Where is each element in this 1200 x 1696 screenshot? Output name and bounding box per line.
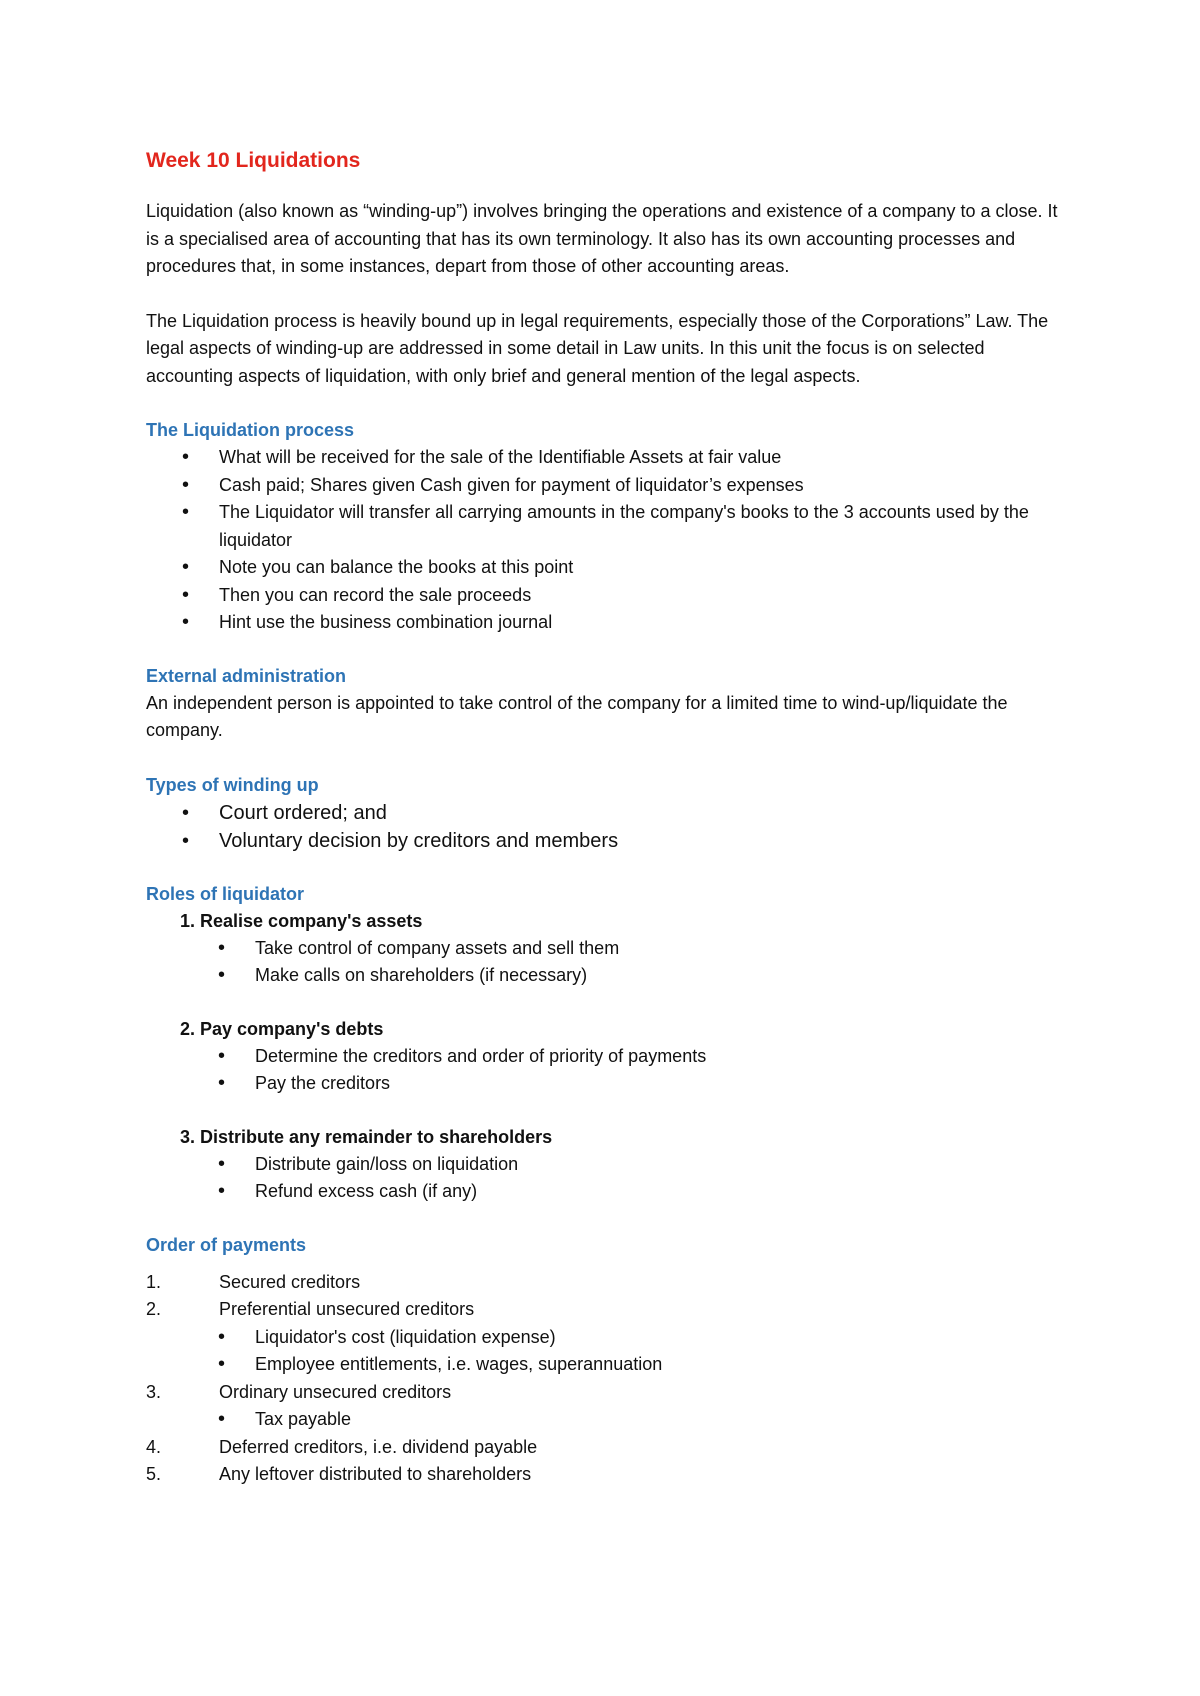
list-item: • Liquidator's cost (liquidation expense) (146, 1324, 1066, 1352)
document-page (146, 148, 1066, 1489)
item-number: 5. (146, 1464, 162, 1484)
role-items-list (146, 1043, 1066, 1098)
types-list (146, 799, 1066, 855)
spacer (146, 1098, 1066, 1124)
order-of-payments-list (146, 1269, 1066, 1324)
list-item: • Hint use the business combination journal (146, 609, 1066, 637)
external-administration-text: An independent person is appointed to take control of the company for a limited time to wind-up/liquidate the company. (146, 692, 1008, 740)
ordered-item (146, 1461, 1066, 1489)
heading-order-of-payments: Order of payments (146, 1234, 307, 1255)
intro-paragraph-1: Liquidation (also known as “winding-up”) involves bringing the operations and existence of a company to a close. It is a specialised area of accounting that has its own terminology. It also has its own accounting processes and procedures that, in some instances, depart from those of other accounting areas. (146, 201, 1058, 276)
list-item: • Pay the creditors (146, 1070, 1066, 1098)
intro-paragraph-2: The Liquidation process is heavily bound up in legal requirements, especially those of the Corporations” Law. The legal aspects of winding-up are addressed in some detail in Law units. In this unit the focus is on selected accounting aspects of liquidation, with only brief and general mention of the legal aspects. (146, 310, 1049, 386)
role-items-list (146, 935, 1066, 990)
item-text: Any leftover distributed to shareholders (219, 1464, 532, 1484)
item-text: Deferred creditors, i.e. dividend payable (219, 1436, 538, 1457)
list-item: • Cash paid; Shares given Cash given for payment of liquidator’s expenses (146, 472, 1066, 500)
role-items-list (146, 1151, 1066, 1206)
order-of-payments-list (146, 1434, 1066, 1489)
list-item: • Voluntary decision by creditors and members (146, 827, 1066, 855)
list-item: • Court ordered; and (146, 799, 1066, 827)
spacer (146, 1206, 1066, 1232)
list-item: • Note you can balance the books at this point (146, 554, 1066, 582)
sub-items-list (146, 1406, 1066, 1434)
item-number: 2. (146, 1299, 162, 1319)
list-item: • Make calls on shareholders (if necessary) (146, 962, 1066, 990)
heading-types-of-winding-up: Types of winding up (146, 774, 319, 795)
ordered-item (146, 1379, 1066, 1407)
role-label: 2. Pay company's debts (180, 1018, 384, 1039)
list-item: • What will be received for the sale of the Identifiable Assets at fair value (146, 444, 1066, 472)
spacer (146, 637, 1066, 663)
list-item: • Employee entitlements, i.e. wages, superannuation (146, 1351, 1066, 1379)
list-item: • Distribute gain/loss on liquidation (146, 1151, 1066, 1179)
heading-liquidation-process: The Liquidation process (146, 420, 355, 440)
item-number: 4. (146, 1436, 162, 1457)
ordered-item (146, 1434, 1066, 1462)
list-item: • Refund excess cash (if any) (146, 1178, 1066, 1206)
order-of-payments-list (146, 1379, 1066, 1407)
sub-items-list (146, 1324, 1066, 1379)
liquidation-process-list (146, 444, 1066, 637)
list-item: • Determine the creditors and order of priority of payments (146, 1043, 1066, 1071)
heading-external-administration: External administration (146, 665, 347, 686)
document-title: Week 10 Liquidations (146, 149, 361, 172)
list-item: • The Liquidator will transfer all carrying amounts in the company's books to the 3 accounts used by the liquidator (146, 499, 1066, 554)
ordered-item (146, 1269, 1066, 1297)
spacer (146, 855, 1066, 881)
list-item: • Tax payable (146, 1406, 1066, 1434)
item-text: Secured creditors (219, 1271, 361, 1292)
role-label: 1. Realise company's assets (180, 910, 423, 931)
item-number: 3. (146, 1381, 162, 1402)
list-item: • Then you can record the sale proceeds (146, 582, 1066, 610)
heading-roles-of-liquidator: Roles of liquidator (146, 883, 305, 904)
spacer (146, 990, 1066, 1016)
item-number: 1. (146, 1271, 162, 1292)
list-item: • Take control of company assets and sell them (146, 935, 1066, 963)
role-label: 3. Distribute any remainder to shareholders (180, 1126, 553, 1147)
ordered-item (146, 1296, 1066, 1324)
item-text: Ordinary unsecured creditors (219, 1381, 452, 1402)
item-text: Preferential unsecured creditors (219, 1299, 475, 1319)
